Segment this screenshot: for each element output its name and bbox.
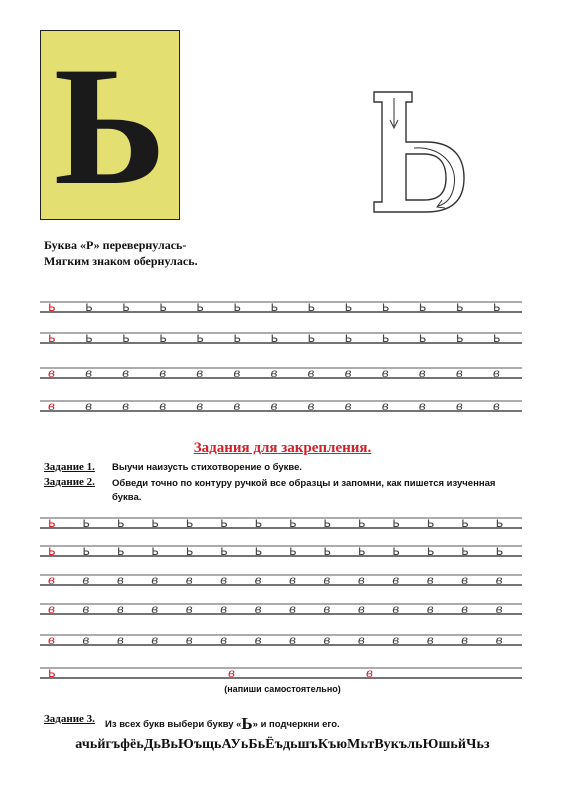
practice-letter: в <box>254 633 262 647</box>
practice-letter: ь <box>116 516 125 531</box>
practice-letter: ь <box>426 544 435 559</box>
practice-letter: ь <box>233 300 242 315</box>
task1-text: Выучи наизусть стихотворение о букве. <box>112 462 303 473</box>
practice-letter: в <box>82 573 90 587</box>
practice-letter: в <box>48 633 55 647</box>
practice-letter: в <box>122 366 130 380</box>
practice-letter: в <box>116 602 124 616</box>
practice-letter: ь <box>307 331 316 346</box>
practice-letter: ь <box>344 331 353 346</box>
practice-letter: ь <box>116 544 125 559</box>
practice-letter: ь <box>254 544 263 559</box>
practice-letter: ь <box>185 544 194 559</box>
task3-text <box>105 714 340 734</box>
practice-letter: ь <box>233 331 242 346</box>
practice-letter: в <box>185 633 193 647</box>
practice-letter: в <box>344 366 352 380</box>
practice-letter: в <box>426 633 434 647</box>
practice-letter: ь <box>122 331 130 346</box>
practice-letter: ь <box>381 300 390 315</box>
practice-letter: ь <box>48 300 56 315</box>
practice-letter: в <box>85 399 93 413</box>
practice-letter: в <box>48 399 55 413</box>
practice-letter: в <box>455 399 463 413</box>
practice-letter: ь <box>48 331 56 346</box>
practice-letter: в <box>495 602 503 616</box>
practice-letter: в <box>116 633 124 647</box>
practice-letter: ь <box>48 666 56 681</box>
practice-letter: ь <box>85 300 93 315</box>
practice-letter: в <box>492 399 500 413</box>
practice-letter: в <box>455 366 463 380</box>
practice-letter: ь <box>307 300 316 315</box>
practice-letter: ь <box>289 516 297 531</box>
practice-letter: ь <box>495 544 504 559</box>
practice-letter: ь <box>495 516 504 531</box>
practice-letter: в <box>185 602 193 616</box>
practice-letter: в <box>116 573 124 587</box>
practice-letter: ь <box>344 300 353 315</box>
practice-letter: ь <box>220 544 228 559</box>
practice-letter: ь <box>122 300 130 315</box>
task1-label: Задание 1. <box>44 461 95 473</box>
practice-letter: в <box>381 366 389 380</box>
practice-letter: в <box>495 573 503 587</box>
practice-letter: в <box>289 633 296 647</box>
tasks-title: Задания для закрепления. <box>193 440 372 456</box>
practice-letter: в <box>220 573 228 587</box>
practice-letter: в <box>254 602 262 616</box>
practice-letter: в <box>307 399 315 413</box>
practice-letter: ь <box>357 516 366 531</box>
practice-letter: в <box>270 399 278 413</box>
write-yourself-hint: (напиши самостоятельно) <box>224 684 341 694</box>
practice-letter: в <box>85 366 93 380</box>
practice-letter: ь <box>492 331 501 346</box>
task3-label: Задание 3. <box>44 713 95 725</box>
task3-letter: Ь <box>241 714 253 733</box>
practice-letter: ь <box>323 516 332 531</box>
practice-letter: в <box>461 573 469 587</box>
practice-letter: ь <box>357 544 366 559</box>
practice-letter: в <box>233 399 241 413</box>
task2-label: Задание 2. <box>44 476 95 488</box>
practice-letter: в <box>82 602 90 616</box>
practice-letter: в <box>357 633 365 647</box>
practice-letter: в <box>151 602 159 616</box>
practice-letter: в <box>151 633 159 647</box>
practice-letter: ь <box>185 516 194 531</box>
practice-letter: ь <box>381 331 390 346</box>
practice-letter: ь <box>85 331 93 346</box>
practice-letter: в <box>48 602 55 616</box>
practice-letter: ь <box>270 300 279 315</box>
practice-letter: в <box>151 573 159 587</box>
practice-letter: в <box>233 366 241 380</box>
practice-letter: в <box>254 573 262 587</box>
practice-letter: в <box>392 602 400 616</box>
practice-letter: в <box>159 366 167 380</box>
practice-letter: в <box>418 399 426 413</box>
practice-letter: ь <box>461 516 469 531</box>
practice-letter: в <box>48 366 55 380</box>
practice-letter: в <box>492 366 500 380</box>
practice-letter: ь <box>418 331 427 346</box>
practice-letter: в <box>357 602 365 616</box>
practice-letter: ь <box>254 516 263 531</box>
practice-letter: в <box>196 399 204 413</box>
poem-line-2: Мягким знаком обернулась. <box>44 254 198 268</box>
practice-letter: ь <box>159 331 167 346</box>
practice-letter: в <box>307 366 315 380</box>
practice-letter: ь <box>82 516 91 531</box>
practice-letter: ь <box>82 544 91 559</box>
practice-letter: в <box>122 399 130 413</box>
practice-letter: в <box>366 666 373 680</box>
task2-text: Обведи точно по контуру ручкой все образцы и запомни, как пишется изученная буква. <box>112 478 496 503</box>
practice-letter: ь <box>418 300 427 315</box>
practice-letter: ь <box>48 544 56 559</box>
practice-letter: в <box>220 602 228 616</box>
practice-letter: в <box>357 573 365 587</box>
practice-letter: в <box>461 633 469 647</box>
practice-letter: в <box>344 399 352 413</box>
practice-letter: в <box>196 366 204 380</box>
practice-letter: ь <box>159 300 167 315</box>
practice-letter: ь <box>323 544 332 559</box>
practice-letter: в <box>418 366 426 380</box>
practice-letter: в <box>392 573 400 587</box>
practice-letter: ь <box>196 331 204 346</box>
practice-letter: ь <box>392 516 400 531</box>
practice-letter: в <box>228 666 235 680</box>
practice-letter: в <box>323 573 331 587</box>
practice-letter: ь <box>289 544 297 559</box>
practice-letter: ь <box>270 331 279 346</box>
practice-letter: ь <box>455 300 464 315</box>
practice-letter: ь <box>151 544 159 559</box>
practice-letter: в <box>323 602 331 616</box>
practice-letter: в <box>220 633 228 647</box>
practice-letter: в <box>48 573 55 587</box>
letter-sequence: ачьйгъфёьДьВьЮъщьАУьБьЁъдьшъКъюМьтВукъльЮшьйЧьз <box>75 737 490 752</box>
task3-pre: Из всех букв выбери букву « <box>105 719 242 730</box>
practice-letter: ь <box>392 544 400 559</box>
practice-letter: в <box>426 573 434 587</box>
practice-letter: ь <box>426 516 435 531</box>
practice-letter: ь <box>492 300 501 315</box>
card-letter: Ь <box>53 32 167 220</box>
practice-letter: в <box>82 633 90 647</box>
practice-letter: в <box>381 399 389 413</box>
practice-letter: в <box>185 573 193 587</box>
poem-line-1: Буква «Р» перевернулась- <box>44 238 187 252</box>
practice-letter: в <box>159 399 167 413</box>
practice-letter: в <box>426 602 434 616</box>
task3-post: » и подчеркни его. <box>252 719 340 730</box>
practice-letter: в <box>270 366 278 380</box>
practice-letter: ь <box>455 331 464 346</box>
practice-letter: в <box>461 602 469 616</box>
practice-letter: ь <box>196 300 204 315</box>
practice-letter: в <box>392 633 400 647</box>
practice-letter: в <box>323 633 331 647</box>
practice-letter: в <box>289 573 296 587</box>
practice-letter: ь <box>461 544 469 559</box>
practice-letter: ь <box>151 516 159 531</box>
practice-letter: в <box>289 602 296 616</box>
practice-letter: ь <box>220 516 228 531</box>
practice-letter: ь <box>48 516 56 531</box>
practice-letter: в <box>495 633 503 647</box>
